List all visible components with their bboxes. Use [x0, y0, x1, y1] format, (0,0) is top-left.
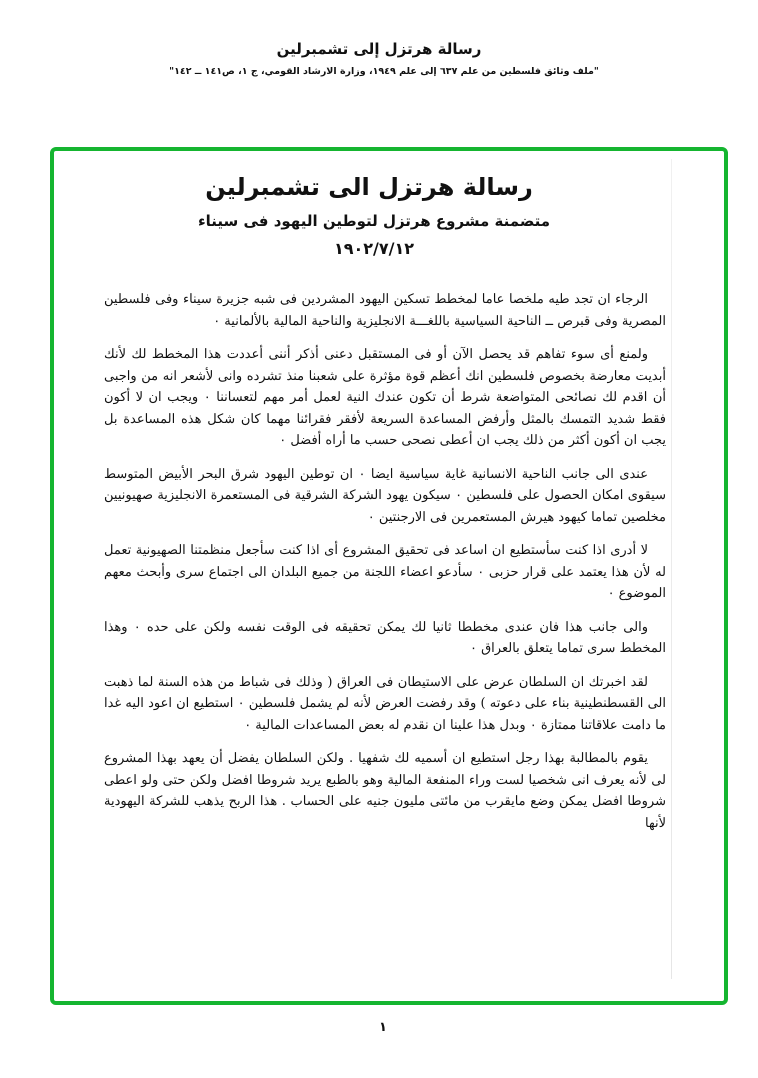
- document-title: رسالة هرتزل الى تشمبرلين: [205, 173, 533, 201]
- header-title: رسالة هرتزل إلى تشمبرلين: [276, 40, 482, 58]
- highlight-frame: [50, 147, 728, 1005]
- paragraph: عندى الى جانب الناحية الانسانية غاية سياسية ايضا ٠ ان توطين اليهود شرق البحر الأبيض المتوسط سيقوى امكان الحصول على فلسطين ٠ سيكون يهود الشركة الشرقية فى المستعمرة الانجليزية صهيونيين مخلصين تماما كيهود هيرش المستعمرين فى الارجنتين ٠: [104, 466, 666, 525]
- document-date: ١٩٠٢/٧/١٢: [333, 239, 415, 258]
- paragraph: لقد اخبرتك ان السلطان عرض على الاستيطان فى العراق ( وذلك فى شباط من هذه السنة لما ذهبت الى القسطنطينية بناء على دعوته ) وقد رفضت العرض لأنه لم يشمل فلسطين ٠ استطيع ان اعود اليه غدا ما دامت علاقاتنا ممتازة ٠ وبدل هذا علينا ان نقدم له بعض المساعدات المالية ٠: [104, 674, 666, 733]
- document-heading: [54, 171, 724, 261]
- document-subtitle: متضمنة مشروع هرتزل لتوطين اليهود فى سيناء: [197, 212, 551, 230]
- document-body: [104, 289, 666, 844]
- paragraph: لا أدرى اذا كنت سأستطيع ان اساعد فى تحقيق المشروع أى اذا كنت سأجعل منظمتنا الصهيونية تعمل له لأن هذا يعتمد على قرار حزبى ٠ سأدعو اعضاء اللجنة من جميع البلدان الى اجتماع سرى وأبحث معهم الموضوع ٠: [104, 543, 666, 601]
- paragraph: والى جانب هذا فان عندى مخططا ثانيا لك يمكن تحقيقه فى الوقت نفسه ولكن على حده ٠ وهذا المخطط سرى تماما يتعلق بالعراق ٠: [104, 619, 666, 656]
- paragraph: ولمنع أى سوء تفاهم قد يحصل الآن أو فى المستقبل دعنى أذكر أننى أعددت هذا المخطط لك لأنك أبديت معارضة بخصوص فلسطين انك أعظم قوة مؤثرة على شعبنا منذ تشرده وانى لأشعر انه من واجبى أن اقدم لك نصائحى المتواضعة شرط أن تكون عندك النية لعمل أمر مهم لتعساننا ٠ ويجب ان لا أكون فقط شديد التمسك بالمثل وأرفض المساعدة السريعة لأفقر فقرائنا مهما كان شكل هذه المساعدة بل يجب ان أكون أكثر من ذلك يجب ان أعطى نصحى حسب ما أراه أفضل ٠: [104, 347, 667, 448]
- paragraph: الرجاء ان تجد طيه ملخصا عاما لمخطط تسكين اليهود المشردين فى شبه جزيرة سيناء وفى فلسطين المصرية وفى قبرص ــ الناحية السياسية باللغـــة الانجليزية والناحية المالية بالألمانية ٠: [104, 292, 666, 329]
- paragraph: يقوم بالمطالبة بهذا رجل استطيع ان أسميه لك شفهيا . ولكن السلطان يفضل أن يعهد بهذا المشروع لى لأنه يعرف انى شخصيا لست وراء المنفعة المالية وهو بالطبع يريد شروطا افضل ولكن حتى ولو اعطى شروطا افضل يمكن وضع مايقرب من مائتى مليون جنيه على الحساب . هذا الربح يذهب للشركة اليهودية لأنها: [104, 751, 666, 831]
- page-header: [0, 38, 758, 80]
- header-source-citation: "ملف وثائق فلسطين من علم ٦٣٧ إلى علم ١٩٤٩، وزارة الارشاد القومي، ج ١، ص١٤١ ــ ١٤٢": [169, 66, 599, 77]
- scan-edge: [671, 159, 672, 979]
- page-number: ١: [379, 1020, 387, 1035]
